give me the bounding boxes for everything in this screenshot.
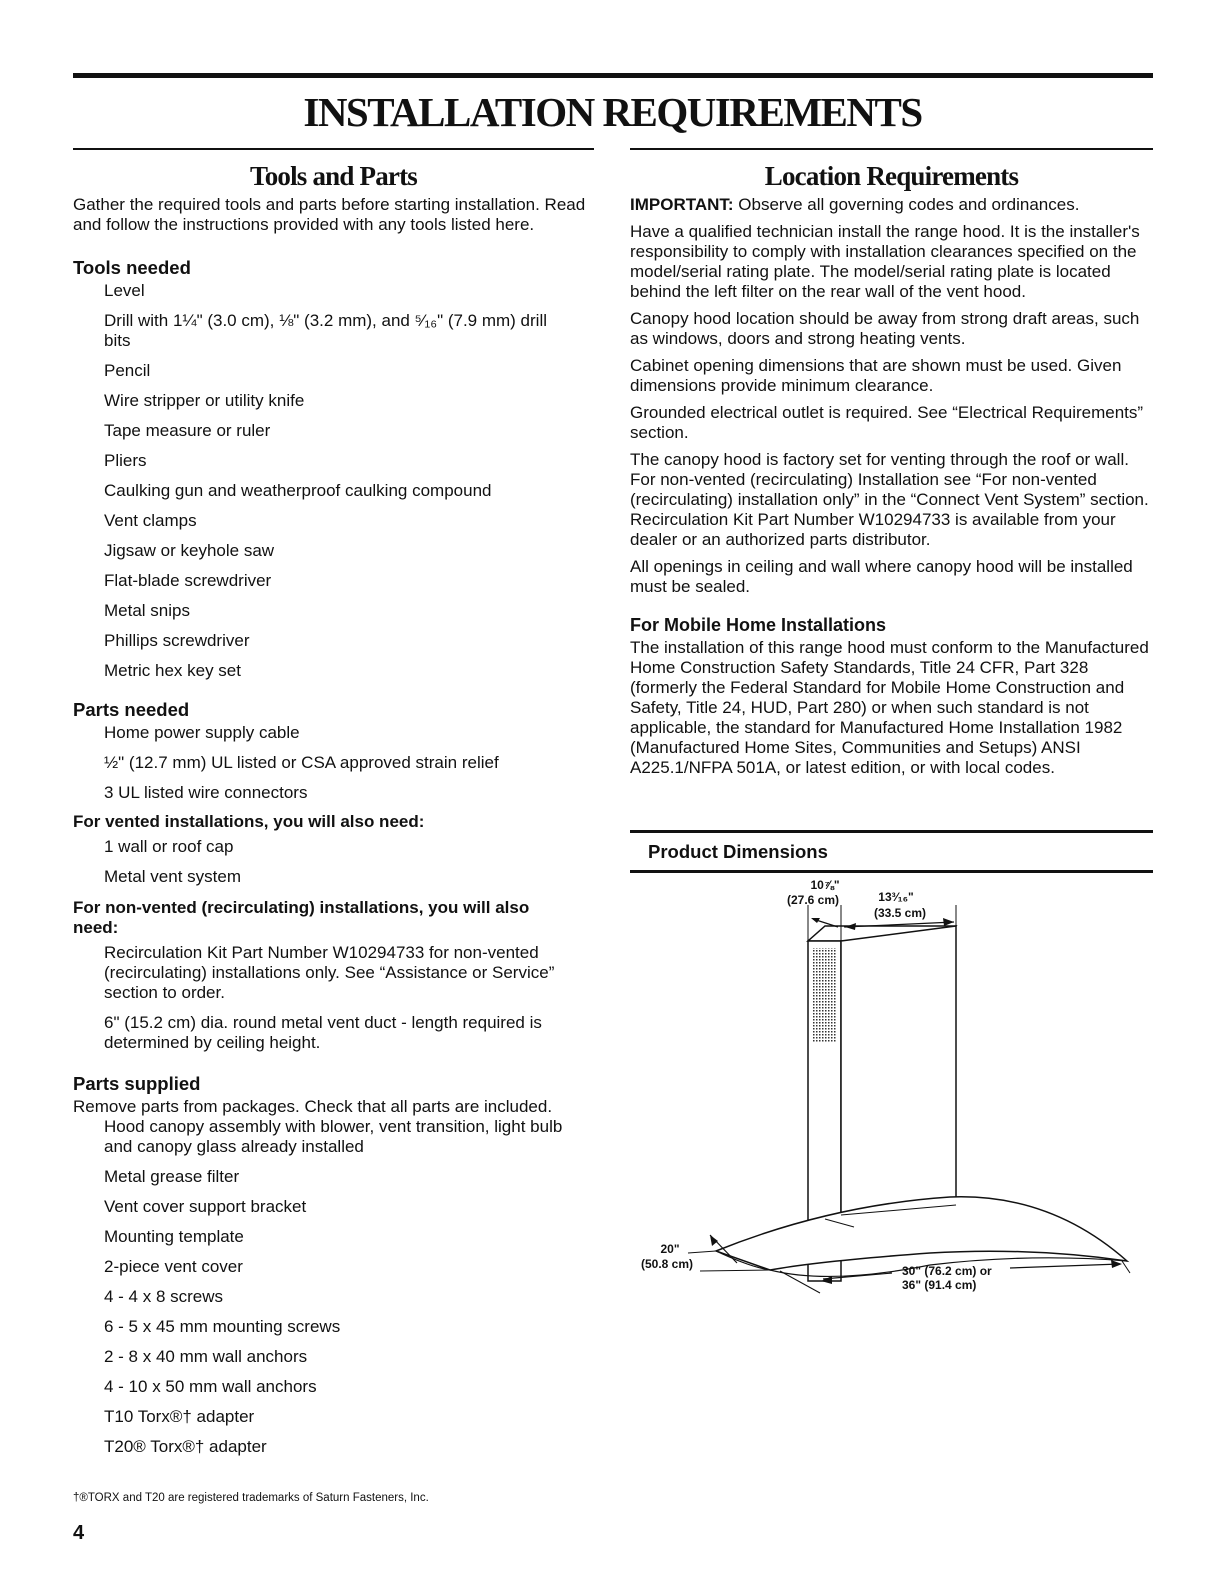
paragraph: Cabinet opening dimensions that are shown must be used. Given dimensions provide minimum clearance. (630, 356, 1122, 395)
list-item: T20® Torx®† adapter (104, 1437, 267, 1456)
dim-depth-cm: (27.6 cm) (786, 893, 840, 907)
dim-hood-width-a: 30" (76.2 cm) or (902, 1264, 992, 1278)
list-item: ½" (12.7 mm) UL listed or CSA approved strain relief (104, 753, 499, 772)
parts-supplied-heading: Parts supplied (73, 1073, 201, 1094)
vented-list (73, 837, 594, 887)
range-hood-diagram (630, 875, 1153, 1315)
list-item: Phillips screwdriver (104, 631, 250, 650)
list-item: Vent clamps (104, 511, 197, 530)
paragraph: Canopy hood location should be away from strong draft areas, such as windows, doors and strong heating vents. (630, 309, 1140, 348)
right-section-rule (630, 148, 1153, 150)
list-item: T10 Torx®† adapter (104, 1407, 255, 1426)
dim-depth-inches: 10⅞" (810, 878, 840, 892)
list-item: Tape measure or ruler (104, 421, 271, 440)
dim-hood-width-b: 36" (91.4 cm) (902, 1278, 977, 1292)
list-item: Level (104, 281, 145, 300)
list-item: Metal snips (104, 601, 190, 620)
paragraph: Have a qualified technician install the range hood. It is the installer's responsibility to comply with installation clearances specified on the model/serial rating plate. The model/serial rating plate is located behind the left filter on the rear wall of the vent hood. (630, 222, 1140, 301)
left-column (73, 161, 594, 1457)
list-item: Metric hex key set (104, 661, 241, 680)
list-item: 3 UL listed wire connectors (104, 783, 308, 802)
tools-needed-heading: Tools needed (73, 257, 191, 278)
dim-line-projection (688, 1251, 716, 1253)
important-note (630, 195, 1153, 215)
tools-parts-title: Tools and Parts (249, 161, 418, 191)
list-item: Mounting template (104, 1227, 244, 1246)
list-item: Drill with 1¼" (3.0 cm), ⅛" (3.2 mm), and ⁵⁄₁₆" (7.9 mm) drill bits (104, 311, 547, 350)
list-item: 6" (15.2 cm) dia. round metal vent duct - length required is determined by ceiling height. (104, 1013, 542, 1052)
paragraph: The canopy hood is factory set for venting through the roof or wall. For non-vented (recirculating) Installation see “For non-vented (recirculating) installation only” in the “Connect Vent System” section. Recirculation Kit Part Number W10294733 is available from your dealer or an authorized parts distributor. (630, 450, 1149, 549)
location-requirements-title: Location Requirements (764, 161, 1019, 191)
list-item: 6 - 5 x 45 mm mounting screws (104, 1317, 341, 1336)
dim-width-cm: (33.5 cm) (873, 906, 927, 920)
list-item: Hood canopy assembly with blower, vent transition, light bulb and canopy glass already installed (104, 1117, 563, 1156)
top-rule (73, 73, 1153, 78)
vented-heading: For vented installations, you will also need: (73, 812, 425, 831)
list-item: Pliers (104, 451, 147, 470)
page-number: 4 (73, 1522, 85, 1544)
list-item: Jigsaw or keyhole saw (104, 541, 275, 560)
list-item: Metal grease filter (104, 1167, 240, 1186)
list-item: 4 - 4 x 8 screws (104, 1287, 224, 1306)
chimney-side (841, 926, 956, 1215)
important-text: Observe all governing codes and ordinances. (733, 195, 1080, 214)
list-item: 1 wall or roof cap (104, 837, 234, 856)
right-column (630, 161, 1153, 778)
list-item: Wire stripper or utility knife (104, 391, 305, 410)
list-item: Flat-blade screwdriver (104, 571, 272, 590)
dim-projection-inches: 20" (660, 1242, 680, 1256)
page-title: INSTALLATION REQUIREMENTS (303, 89, 922, 135)
list-item: Home power supply cable (104, 723, 300, 742)
important-label: IMPORTANT: (630, 195, 734, 214)
nonvented-heading: For non-vented (recirculating) installations, you will also need: (73, 898, 530, 937)
list-item: 2 - 8 x 40 mm wall anchors (104, 1347, 308, 1366)
list-item: Pencil (104, 361, 151, 380)
list-item: 2-piece vent cover (104, 1257, 243, 1276)
paragraph: All openings in ceiling and wall where canopy hood will be installed must be sealed. (630, 557, 1133, 596)
left-section-rule (73, 148, 594, 150)
parts-needed-heading: Parts needed (73, 699, 190, 720)
dim-width-inches: 13³⁄₁₆" (878, 890, 914, 904)
tools-list (73, 281, 594, 681)
mobile-home-text: The installation of this range hood must conform to the Manufactured Home Construction Safety Standards, Title 24 CFR, Part 328 (formerly the Federal Standard for Mobile Home Construction and Safety, Title 24, HUD, Part 280) or when such standard is not applicable, the standard for Manufactured Home Installation 1982 (Manufactured Home Sites, Communities and Setups) ANSI A225.1/NFPA 501A, or latest edition, or with local codes. (630, 638, 1149, 777)
list-item: Caulking gun and weatherproof caulking compound (104, 481, 492, 500)
supplied-intro: Remove parts from packages. Check that all parts are included. (73, 1097, 553, 1116)
nonvented-list (73, 943, 594, 1053)
parts-list (73, 723, 594, 803)
dimensions-top-rule (630, 830, 1153, 833)
product-dimensions-heading: Product Dimensions (648, 841, 828, 862)
list-item: Vent cover support bracket (104, 1197, 307, 1216)
intro-text: Gather the required tools and parts before starting installation. Read and follow the instructions provided with any tools listed here. (73, 195, 586, 234)
trademark-footnote: †®TORX and T20 are registered trademarks of Saturn Fasteners, Inc. (73, 1492, 429, 1504)
list-item: Recirculation Kit Part Number W10294733 for non-vented (recirculating) installations only. See “Assistance or Service” section to order. (104, 943, 555, 1002)
vent-grille (813, 948, 837, 1043)
mobile-home-heading: For Mobile Home Installations (630, 615, 887, 635)
list-item: 4 - 10 x 50 mm wall anchors (104, 1377, 317, 1396)
supplied-list (73, 1117, 594, 1457)
dimensions-bottom-rule (630, 870, 1153, 873)
paragraph: Grounded electrical outlet is required. See “Electrical Requirements” section. (630, 403, 1144, 442)
list-item: Metal vent system (104, 867, 241, 886)
dim-projection-cm: (50.8 cm) (640, 1257, 694, 1271)
